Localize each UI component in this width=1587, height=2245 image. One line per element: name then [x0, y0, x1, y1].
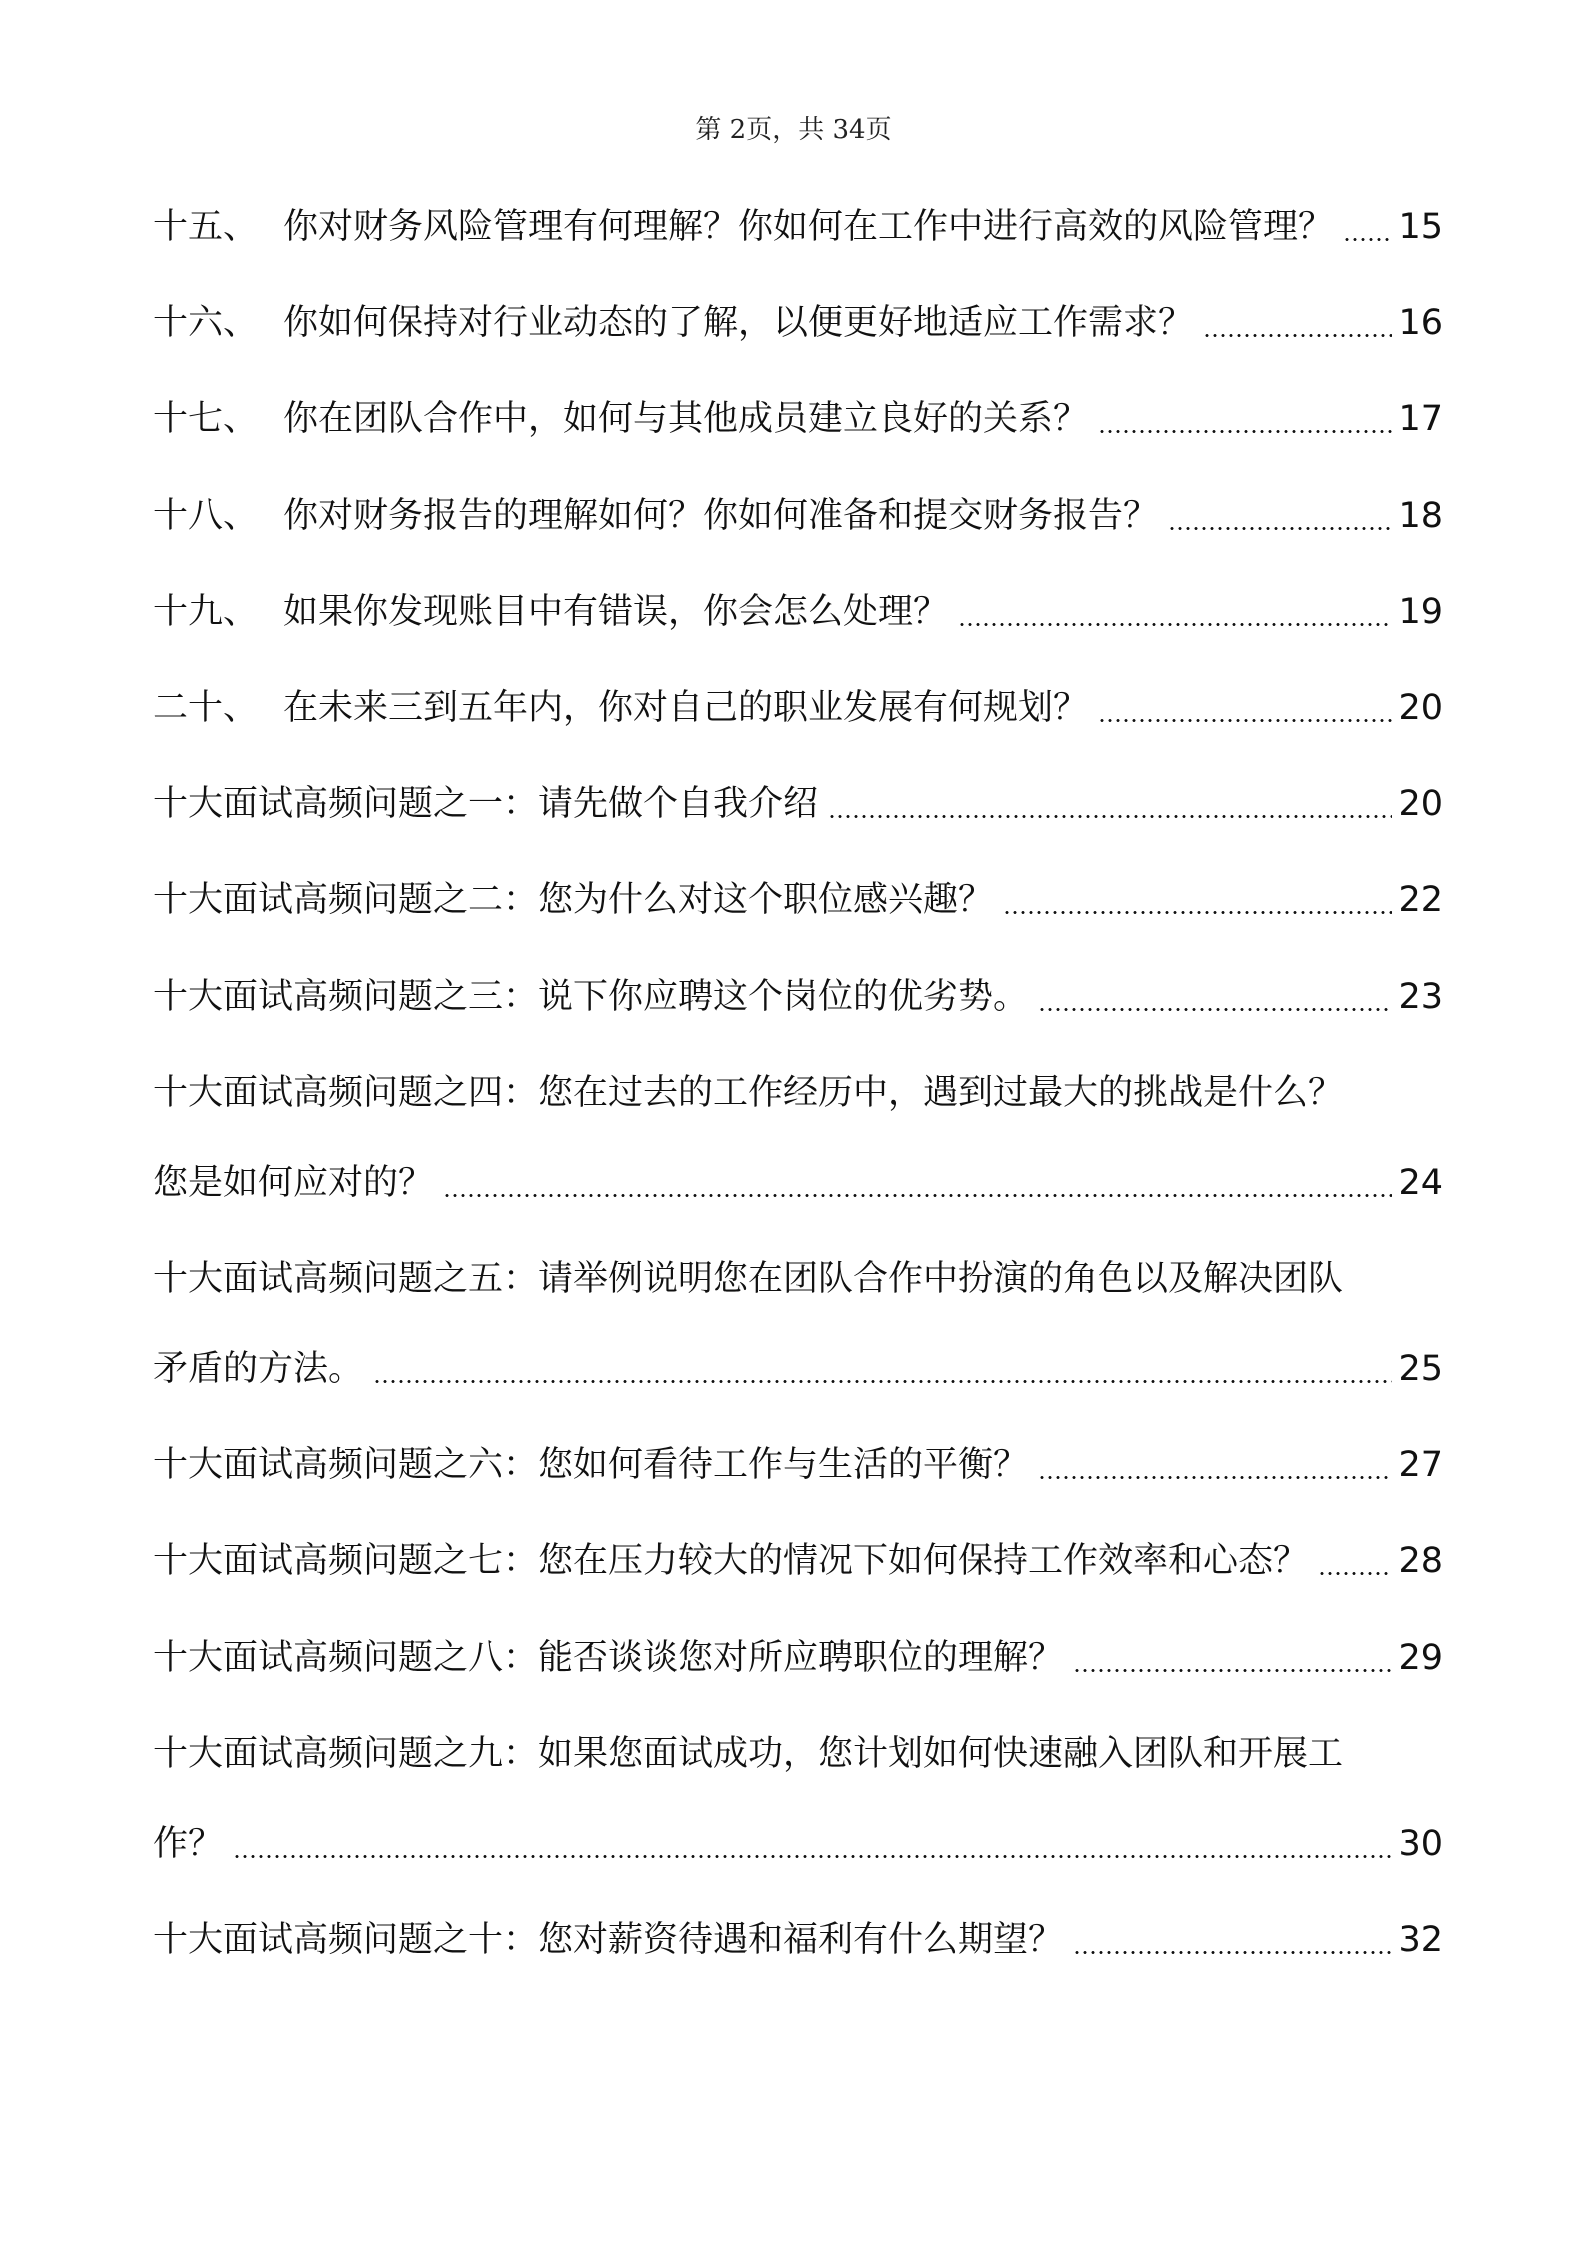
toc-dot-leader — [1038, 1435, 1392, 1495]
toc-entry-line[interactable] — [153, 582, 1443, 642]
toc-page-number: 16 — [1398, 303, 1443, 344]
toc-entry-line[interactable] — [153, 293, 1443, 353]
toc-entry-line[interactable] — [153, 678, 1443, 738]
toc-entry-line[interactable] — [153, 1435, 1443, 1495]
toc-page-number: 23 — [1398, 976, 1443, 1017]
toc-page-number: 18 — [1398, 495, 1443, 536]
toc-entry-line[interactable] — [153, 1531, 1443, 1591]
toc-entry-title: 十大面试高频问题之七：您在压力较大的情况下如何保持工作效率和心态？ — [153, 1541, 1309, 1582]
toc-entry-line[interactable] — [153, 1153, 1443, 1213]
toc-entry-title: 十大面试高频问题之一：请先做个自我介绍 — [153, 784, 819, 825]
toc-dot-leader — [1073, 1628, 1392, 1688]
toc-entry-line[interactable] — [153, 389, 1443, 449]
toc-entry-number: 十七、 — [153, 399, 259, 440]
toc-dot-leader — [958, 582, 1392, 642]
toc-entry-line[interactable] — [153, 1628, 1443, 1688]
toc-entry-title: 你如何保持对行业动态的了解，以便更好地适应工作需求？ — [283, 303, 1194, 344]
toc-entry-number: 十八、 — [153, 495, 259, 536]
toc-entry-line[interactable] — [153, 774, 1443, 834]
toc-page-number: 17 — [1398, 399, 1443, 440]
toc-entry-title: 十大面试高频问题之三：说下你应聘这个岗位的优劣势。 — [153, 976, 1029, 1017]
toc-dot-leader — [1003, 870, 1392, 930]
toc-dot-leader — [233, 1814, 1392, 1874]
toc-entry-title: 十大面试高频问题之九：如果您面试成功，您计划如何快速融入团队和开展工 — [153, 1733, 1344, 1774]
toc-entry-line[interactable] — [153, 870, 1443, 930]
toc-entry-title: 十大面试高频问题之八：能否谈谈您对所应聘职位的理解？ — [153, 1637, 1064, 1678]
toc-entry-line[interactable] — [153, 1724, 1443, 1784]
toc-entry-line[interactable] — [153, 1063, 1443, 1123]
toc-entry-number: 十九、 — [153, 591, 259, 632]
toc-entry-title: 十大面试高频问题之四：您在过去的工作经历中，遇到过最大的挑战是什么？ — [153, 1072, 1344, 1113]
toc-entry-number: 十六、 — [153, 303, 259, 344]
toc-dot-leader — [443, 1153, 1392, 1213]
toc-entry-title: 十大面试高频问题之五：请举例说明您在团队合作中扮演的角色以及解决团队 — [153, 1259, 1344, 1299]
toc-dot-leader — [828, 774, 1392, 834]
toc-entry-line[interactable] — [153, 486, 1443, 546]
toc-dot-leader — [1073, 1910, 1392, 1970]
toc-entry-line[interactable] — [153, 967, 1443, 1027]
toc-entry-line[interactable] — [153, 1910, 1443, 1970]
toc-entry-title: 作？ — [153, 1823, 224, 1864]
toc-page-number: 22 — [1398, 880, 1443, 921]
toc-page-number: 27 — [1398, 1445, 1443, 1486]
toc-page-number: 32 — [1398, 1920, 1443, 1960]
toc-page-number: 20 — [1398, 688, 1443, 728]
toc-dot-leader — [1318, 1531, 1392, 1591]
toc-dot-leader — [373, 1339, 1392, 1399]
toc-page-number: 15 — [1398, 207, 1443, 247]
toc-dot-leader — [1168, 486, 1392, 546]
toc-entry-line[interactable] — [153, 1339, 1443, 1399]
toc-entry-title: 十大面试高频问题之二：您为什么对这个职位感兴趣？ — [153, 880, 994, 921]
toc-dot-leader — [1098, 678, 1392, 738]
toc-page-number: 28 — [1398, 1541, 1443, 1582]
toc-entry-title: 在未来三到五年内，你对自己的职业发展有何规划？ — [283, 688, 1089, 728]
toc-entry-line[interactable] — [153, 1249, 1443, 1309]
toc-page-number: 30 — [1398, 1823, 1443, 1864]
toc-entry-title: 您是如何应对的？ — [153, 1162, 434, 1203]
page-header: 第 2页，共 34页 — [695, 115, 892, 145]
toc-entry-title: 矛盾的方法。 — [153, 1349, 364, 1389]
toc-entry-title: 十大面试高频问题之十：您对薪资待遇和福利有什么期望？ — [153, 1920, 1064, 1960]
toc-dot-leader — [1203, 293, 1392, 353]
toc-entry-title: 你对财务报告的理解如何？你如何准备和提交财务报告？ — [283, 495, 1159, 536]
toc-entry-title: 十大面试高频问题之六：您如何看待工作与生活的平衡？ — [153, 1445, 1029, 1486]
toc-page-number: 24 — [1398, 1162, 1443, 1203]
toc-page-number: 29 — [1398, 1637, 1443, 1678]
toc-entry-line[interactable] — [153, 197, 1443, 257]
toc-dot-leader — [1038, 967, 1392, 1027]
toc-entry-title: 如果你发现账目中有错误，你会怎么处理？ — [283, 591, 949, 632]
toc-dot-leader — [1343, 197, 1392, 257]
toc-page-number: 25 — [1398, 1349, 1443, 1389]
toc-entry-line[interactable] — [153, 1814, 1443, 1874]
toc-entry-number: 二十、 — [153, 688, 259, 728]
toc-page-number: 19 — [1398, 591, 1443, 632]
toc-dot-leader — [1098, 389, 1392, 449]
toc-entry-number: 十五、 — [153, 207, 259, 247]
toc-entry-title: 你对财务风险管理有何理解？你如何在工作中进行高效的风险管理？ — [283, 207, 1334, 247]
toc-entry-title: 你在团队合作中，如何与其他成员建立良好的关系？ — [283, 399, 1089, 440]
toc-page-number: 20 — [1398, 784, 1443, 825]
